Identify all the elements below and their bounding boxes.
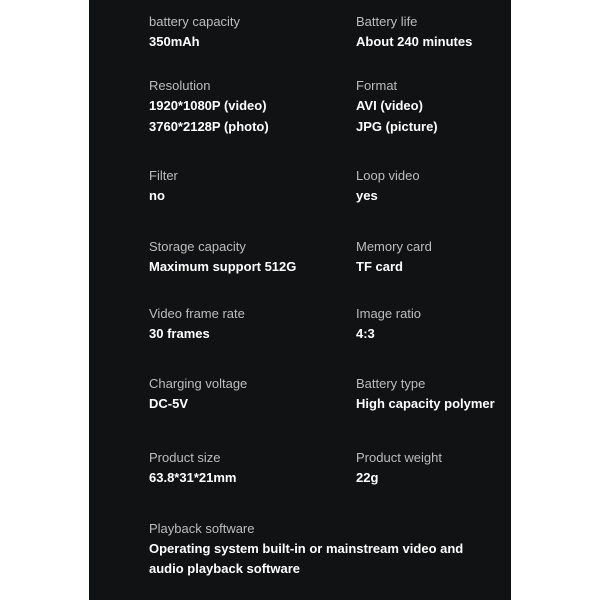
spec-product-weight [356, 448, 506, 488]
spec-battery-capacity [149, 12, 349, 52]
spec-battery-type [356, 374, 506, 414]
spec-label: Resolution [149, 78, 211, 93]
spec-value: 22g [356, 470, 379, 485]
spec-value: 30 frames [149, 326, 210, 341]
spec-label: Charging voltage [149, 376, 248, 391]
spec-value: JPG (picture) [356, 118, 438, 134]
spec-label: Filter [149, 168, 178, 183]
spec-label: Storage capacity [149, 239, 246, 254]
spec-value: 1920*1080P (video) [149, 98, 267, 113]
spec-value: Maximum support 512G [149, 259, 297, 274]
spec-charging-voltage [149, 374, 349, 414]
spec-battery-life [356, 12, 506, 52]
spec-value: 350mAh [149, 34, 200, 49]
spec-panel [89, 0, 511, 600]
spec-memory-card [356, 237, 506, 277]
spec-label: Battery type [356, 376, 426, 391]
spec-value: 4:3 [356, 326, 375, 341]
spec-filter [149, 166, 349, 206]
spec-label: battery capacity [149, 14, 241, 29]
spec-value: About 240 minutes [356, 34, 473, 49]
spec-label: Battery life [356, 14, 418, 29]
spec-value: TF card [356, 259, 403, 274]
spec-loop-video [356, 166, 506, 206]
spec-video-frame-rate [149, 304, 349, 344]
spec-playback-software [149, 519, 489, 578]
spec-product-size [149, 448, 349, 488]
spec-value: Operating system built-in or mainstream video and audio playback software [149, 541, 464, 576]
spec-storage-capacity [149, 237, 349, 277]
spec-label: Format [356, 78, 398, 93]
spec-label: Video frame rate [149, 306, 245, 321]
spec-label: Loop video [356, 168, 420, 183]
spec-value: 3760*2128P (photo) [149, 118, 269, 134]
spec-format [356, 76, 506, 136]
spec-label: Image ratio [356, 306, 422, 321]
spec-value: no [149, 188, 165, 203]
spec-value: 63.8*31*21mm [149, 470, 237, 485]
spec-image-ratio [356, 304, 506, 344]
spec-value: AVI (video) [356, 98, 423, 113]
spec-resolution [149, 76, 349, 136]
spec-value: DC-5V [149, 396, 189, 411]
spec-value: High capacity polymer [356, 396, 495, 411]
spec-label: Memory card [356, 239, 432, 254]
spec-value: yes [356, 188, 378, 203]
spec-label: Product weight [356, 450, 442, 465]
spec-label: Product size [149, 450, 221, 465]
spec-label: Playback software [149, 521, 255, 536]
